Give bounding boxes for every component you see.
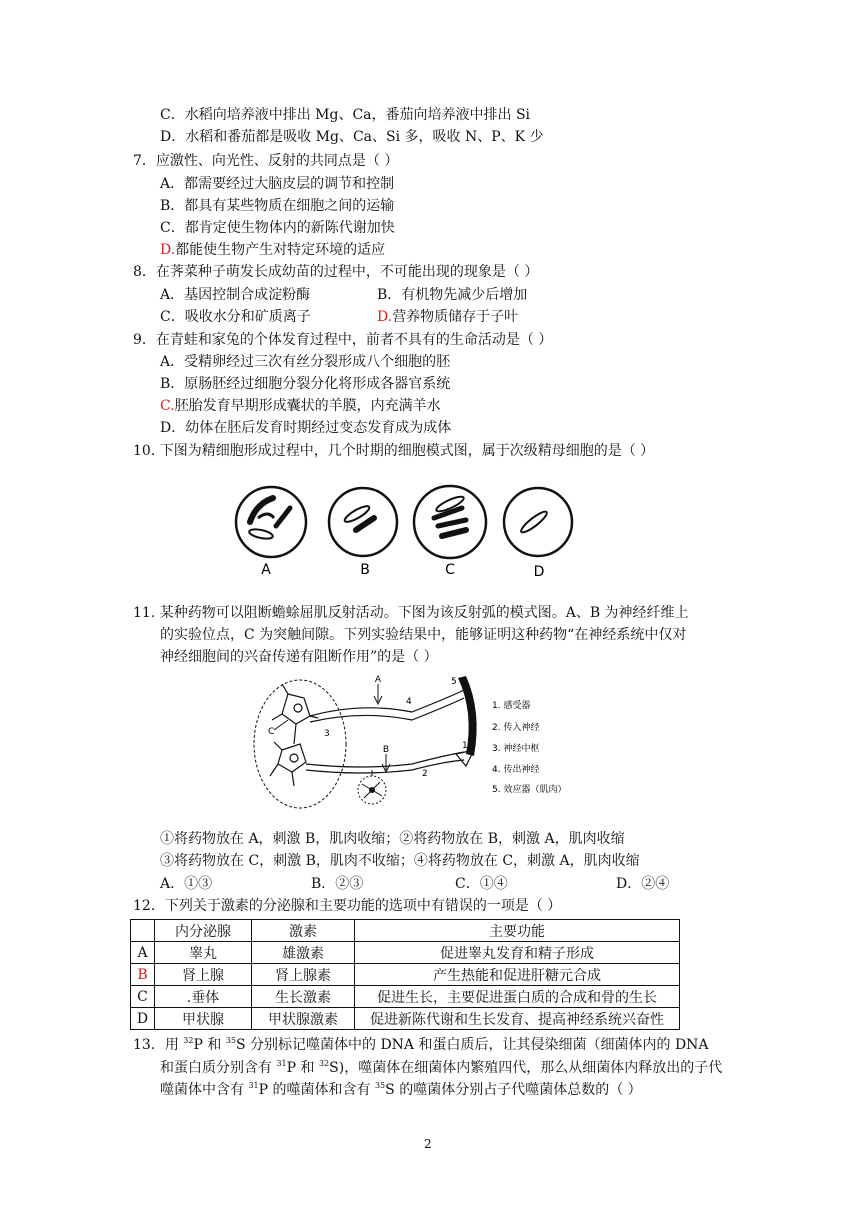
label-c: C bbox=[268, 727, 275, 737]
q11-option-d: D．②④ bbox=[616, 876, 670, 892]
cell-a bbox=[236, 487, 306, 578]
q13-stem-line2: 和蛋白质分别含有 $^{31}$P 和 $^{32}$S)，噬菌体在细菌体内繁殖四代，那么从细菌体内释放出的子代 bbox=[160, 1059, 723, 1076]
q8-answer-mark: D. bbox=[377, 309, 393, 325]
table-cell: 促进新陈代谢和生长发育、提高神经系统兴奋性 bbox=[355, 1008, 680, 1030]
q9-option-b: B．原肠胚经过细胞分裂分化将形成各器官系统 bbox=[160, 376, 451, 392]
label-a: A bbox=[374, 675, 382, 685]
q9-option-c-text: 胚胎发育早期形成囊状的羊膜，内充满羊水 bbox=[174, 398, 441, 414]
table-cell: 产生热能和促进肝糖元合成 bbox=[355, 964, 680, 986]
q11-experiments-line2: ③将药物放在 C，刺激 B，肌肉不收缩；④将药物放在 C，刺激 A，肌肉收缩 bbox=[160, 853, 640, 869]
table-header-cell: 主要功能 bbox=[355, 920, 680, 942]
table-header-cell: 激素 bbox=[252, 920, 355, 942]
q11-experiments-line1: ①将药物放在 A，刺激 B，肌肉收缩；②将药物放在 B，刺激 A，肌肉收缩 bbox=[160, 831, 625, 847]
table-cell: 生长激素 bbox=[252, 986, 355, 1008]
q12-stem: 12．下列关于激素的分泌腺和主要功能的选项中有错误的一项是（ ） bbox=[133, 898, 562, 914]
table-row bbox=[131, 986, 680, 1008]
reflex-arc-legend bbox=[492, 699, 566, 795]
efferent-nerve bbox=[310, 690, 464, 716]
q7-option-d bbox=[160, 241, 385, 259]
table-cell: 促进生长，主要促进蛋白质的合成和骨的生长 bbox=[355, 986, 680, 1008]
cell-label-a: A bbox=[261, 562, 271, 578]
label-num-2: 2 bbox=[422, 769, 428, 779]
q13-stem-line1: 13．用 $^{32}$P 和 $^{35}$S 分别标记噬菌体中的 DNA 和蛋白质后，让其侵染细菌（细菌体内的 DNA bbox=[133, 1036, 709, 1053]
cell-diagrams bbox=[228, 482, 588, 582]
table-cell: 雄激素 bbox=[252, 942, 355, 964]
hormone-table bbox=[130, 919, 680, 1030]
q7-option-a: A．都需要经过大脑皮层的调节和控制 bbox=[160, 176, 395, 192]
label-num-5: 5 bbox=[451, 677, 457, 687]
q7-option-c: C．都肯定使生物体内的新陈代谢加快 bbox=[160, 220, 395, 236]
table-cell: 甲状腺 bbox=[155, 1008, 252, 1030]
cell-label-c: C bbox=[445, 562, 455, 578]
q7-answer-mark: D. bbox=[160, 242, 176, 258]
label-num-4: 4 bbox=[406, 697, 412, 707]
table-cell: A bbox=[131, 942, 155, 964]
q11-option-c: C．①④ bbox=[455, 876, 508, 892]
q9-option-d: D．幼体在胚后发育时期经过变态发育成为成体 bbox=[160, 420, 452, 436]
q9-option-c bbox=[160, 397, 441, 415]
table-cell-answer: B bbox=[131, 964, 155, 986]
page-number: 2 bbox=[424, 1137, 432, 1151]
q9-option-a: A．受精卵经过三次有丝分裂形成八个细胞的胚 bbox=[160, 354, 451, 370]
table-header-row bbox=[131, 920, 680, 942]
q6-option-c: C．水稻向培养液中排出 Mg、Ca，番茄向培养液中排出 Si bbox=[160, 107, 531, 123]
legend-item: 1. 感受器 bbox=[492, 701, 531, 711]
q8-option-b: B．有机物先减少后增加 bbox=[377, 287, 528, 303]
table-cell: 促进睾丸发育和精子形成 bbox=[355, 942, 680, 964]
q7-option-d-text: 都能使生物产生对特定环境的适应 bbox=[175, 242, 386, 258]
q10-stem: 10. 下图为精细胞形成过程中，几个时期的细胞模式图，属于次级精母细胞的是（ ） bbox=[133, 443, 655, 459]
table-cell: .垂体 bbox=[155, 986, 252, 1008]
table-cell: 甲状腺激素 bbox=[252, 1008, 355, 1030]
cell-b bbox=[329, 488, 397, 578]
q9-answer-mark: C. bbox=[160, 398, 175, 414]
table-row bbox=[131, 1008, 680, 1030]
q8-option-a: A．基因控制合成淀粉酶 bbox=[160, 287, 311, 303]
label-num-3: 3 bbox=[324, 729, 330, 739]
table-cell: 肾上腺 bbox=[155, 964, 252, 986]
q6-option-d: D．水稻和番茄都是吸收 Mg、Ca、Si 多，吸收 N、P、K 少 bbox=[160, 129, 544, 145]
q11-stem-line3: 神经细胞间的兴奋传递有阻断作用”的是（ ） bbox=[160, 649, 438, 665]
reflex-arc-diagram bbox=[252, 672, 592, 818]
legend-item: 3. 神经中枢 bbox=[492, 744, 540, 754]
table-header-cell: 内分泌腺 bbox=[155, 920, 252, 942]
table-header-cell bbox=[131, 920, 155, 942]
q8-option-c: C．吸收水分和矿质离子 bbox=[160, 309, 311, 325]
cell-label-b: B bbox=[360, 562, 370, 578]
q8-option-d bbox=[377, 308, 518, 326]
legend-item: 5. 效应器（肌肉） bbox=[492, 785, 567, 795]
q11-option-b: B．②③ bbox=[311, 876, 364, 892]
table-row bbox=[131, 942, 680, 964]
cell-label-d: D bbox=[533, 564, 545, 580]
table-cell: 肾上腺素 bbox=[252, 964, 355, 986]
cell-d bbox=[504, 488, 572, 580]
table-cell: D bbox=[131, 1008, 155, 1030]
q11-option-a: A．①③ bbox=[160, 876, 213, 892]
table-row bbox=[131, 964, 680, 986]
label-num-1: 1 bbox=[462, 741, 468, 751]
q11-stem-line2: 的实验位点，C 为突触间隙。下列实验结果中，能够证明这种药物“在神经系统中仅对 bbox=[160, 627, 687, 643]
q7-option-b: B．都具有某些物质在细胞之间的运输 bbox=[160, 198, 395, 214]
label-b: B bbox=[382, 745, 390, 755]
legend-item: 2. 传入神经 bbox=[492, 723, 540, 733]
q8-option-d-text: 营养物质储存于子叶 bbox=[392, 309, 519, 325]
q8-stem: 8．在荠菜种子萌发长成幼苗的过程中，不可能出现的现象是（ ） bbox=[133, 264, 539, 280]
q9-stem: 9．在青蛙和家兔的个体发育过程中，前者不具有的生命活动是（ ） bbox=[133, 332, 553, 348]
cell-c bbox=[414, 486, 486, 578]
q7-stem: 7．应激性、向光性、反射的共同点是（ ） bbox=[133, 153, 399, 169]
q13-stem-line3: 噬菌体中含有 $^{31}$P 的噬菌体和含有 $^{35}$S 的噬菌体分别占子代噬菌体总数的（ ） bbox=[160, 1081, 642, 1098]
legend-item: 4. 传出神经 bbox=[492, 765, 540, 775]
q11-stem-line1: 11. 某种药物可以阻断蟾蜍屈肌反射活动。下图为该反射弧的模式图。A、B 为神经纤维上 bbox=[133, 605, 689, 621]
table-cell: C bbox=[131, 986, 155, 1008]
arrow-c bbox=[274, 720, 288, 730]
table-cell: 睾丸 bbox=[155, 942, 252, 964]
